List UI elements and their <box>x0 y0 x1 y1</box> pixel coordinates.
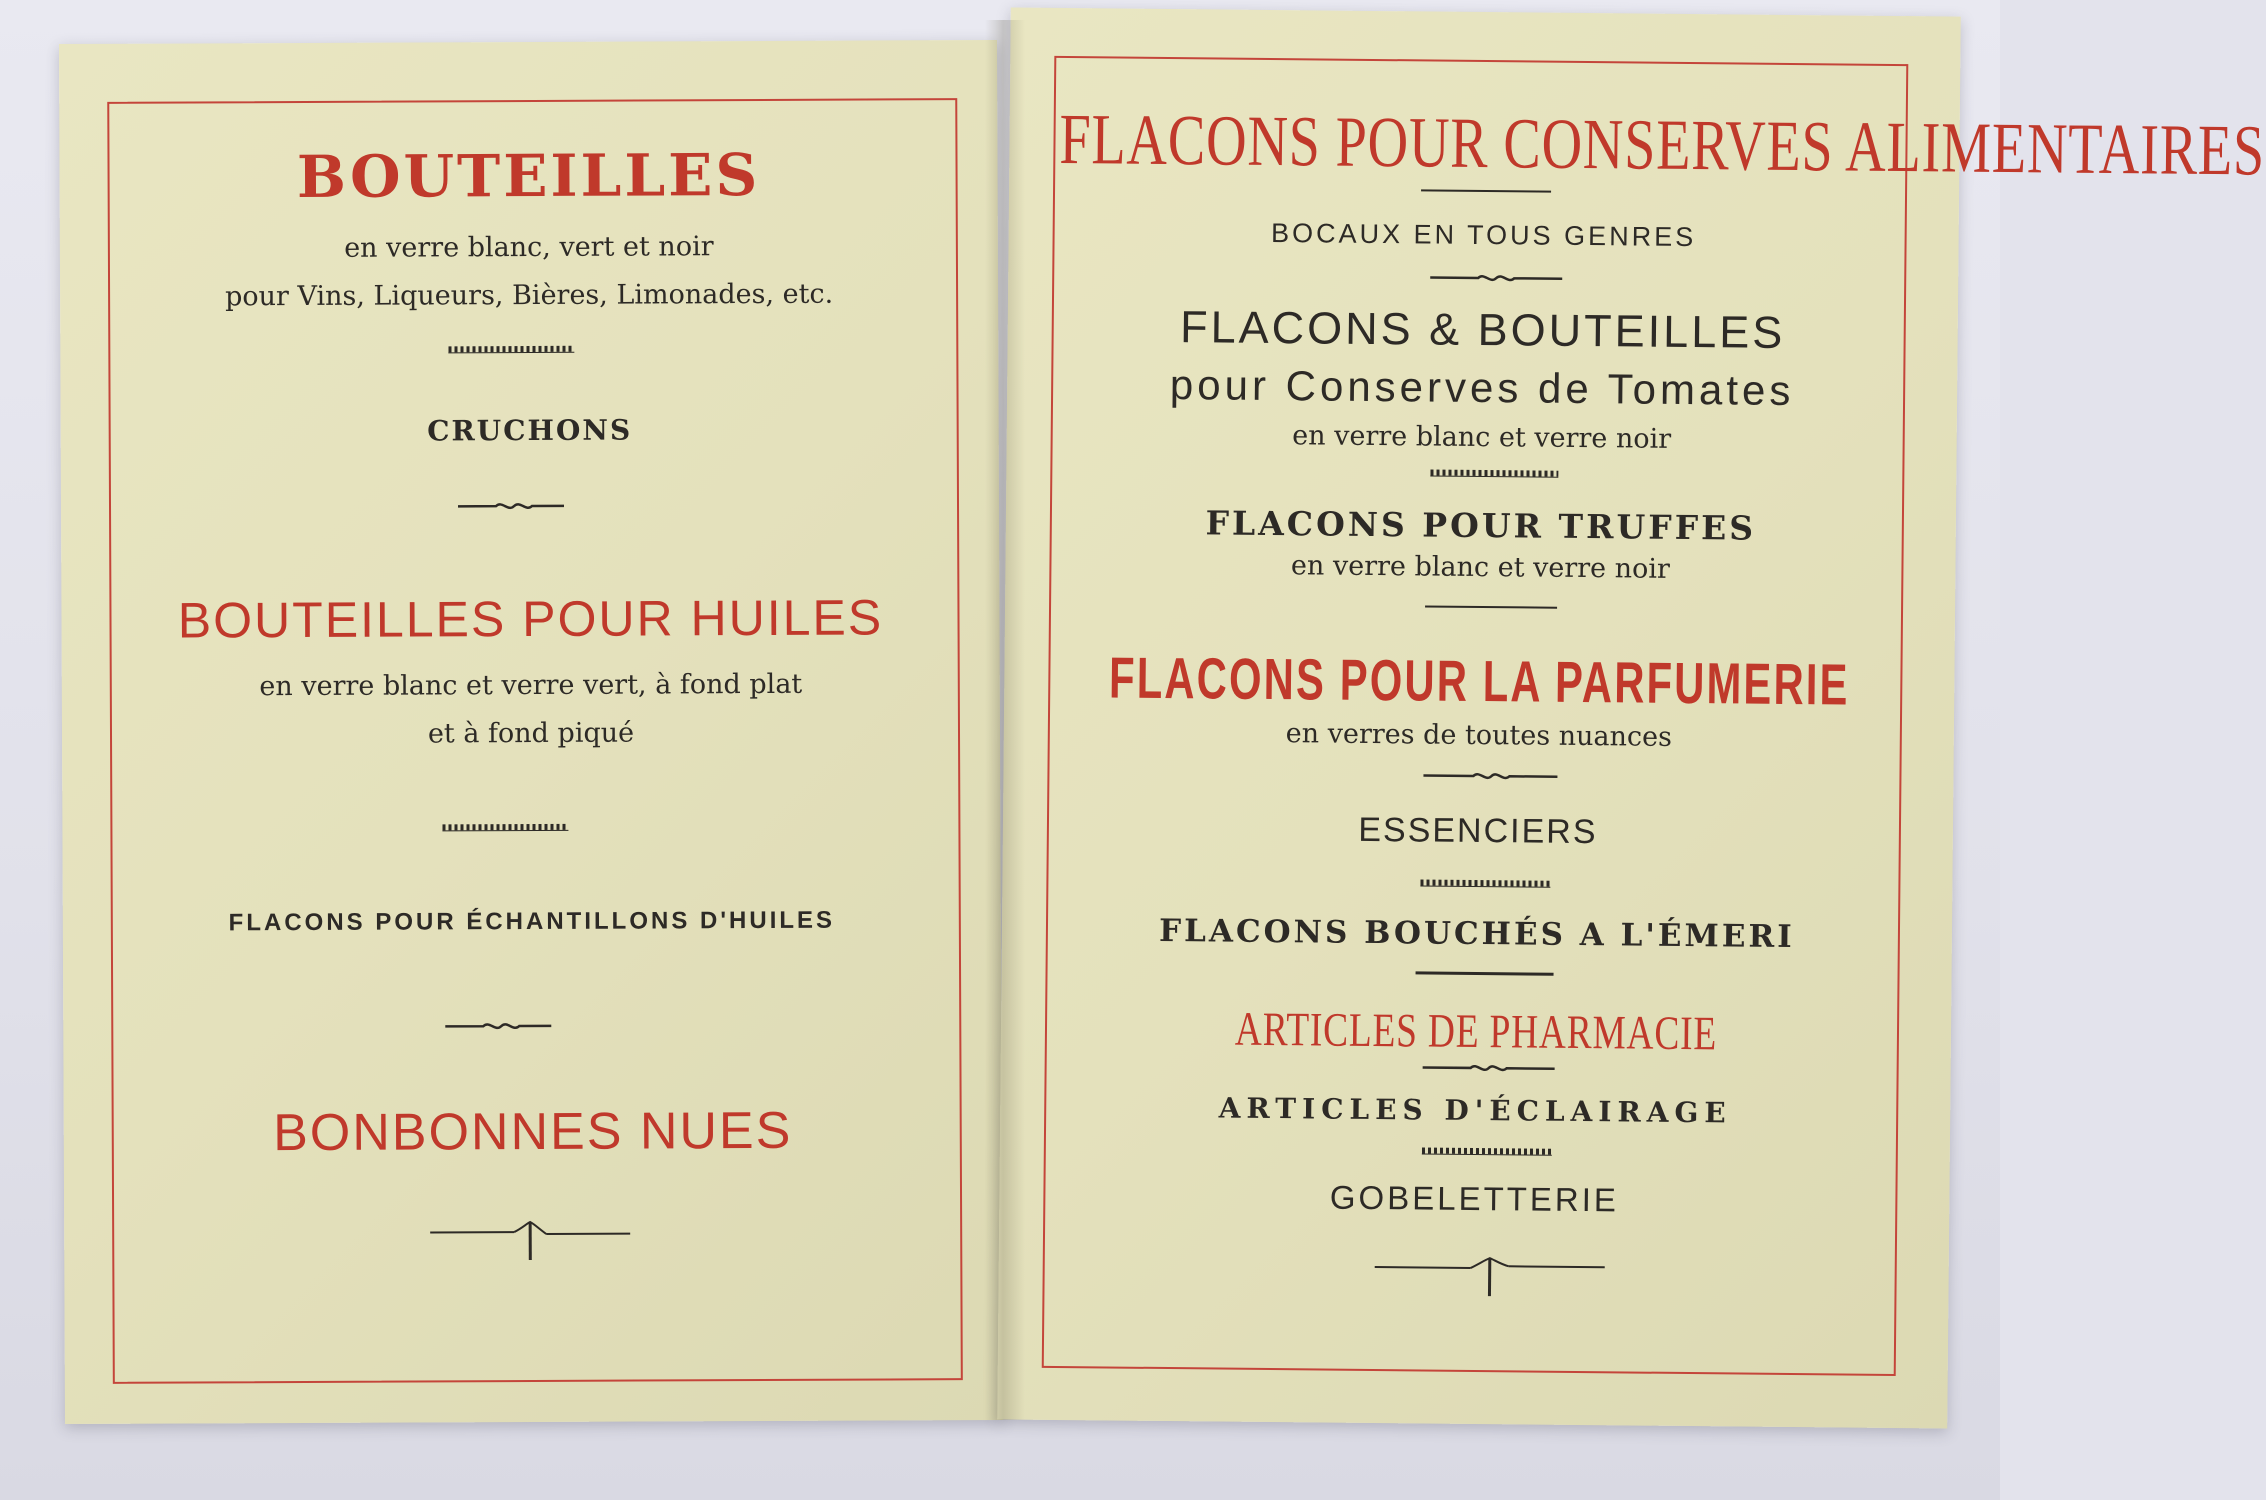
right-item-gobeletterie: GOBELETTERIE <box>1329 1178 1620 1219</box>
left-item-echantillons: FLACONS POUR ÉCHANTILLONS D'HUILES <box>228 906 836 937</box>
right-page <box>997 7 2266 1428</box>
right-title: FLACONS POUR CONSERVES ALIMENTAIRES <box>1059 98 2266 191</box>
ornament-flourish <box>1421 1059 1557 1076</box>
left-huiles-desc-1: en verre blanc et verre vert, à fond plat <box>259 668 803 703</box>
left-item-bonbonnes: BONBONNES NUES <box>273 1101 793 1163</box>
left-page <box>59 40 1003 1424</box>
right-tomates-line: pour Conserves de Tomates <box>1169 361 1795 415</box>
right-parfumerie-desc: en verres de toutes nuances <box>1285 718 1673 753</box>
right-item-essenciers: ESSENCIERS <box>1358 810 1598 852</box>
ornament-divider <box>1422 1147 1552 1155</box>
right-item-eclairage: ARTICLES D'ÉCLAIRAGE <box>1218 1091 1732 1130</box>
left-subtitle-2: pour Vins, Liqueurs, Bières, Limonades, etc. <box>224 278 834 313</box>
ornament-divider <box>448 346 574 354</box>
left-title: BOUTEILLES <box>296 140 761 212</box>
tailpiece-ornament <box>1374 1251 1604 1299</box>
left-item-cruchons: CRUCHONS <box>427 413 633 448</box>
ornament-flourish <box>456 498 566 514</box>
ornament-flourish <box>1428 269 1564 286</box>
left-huiles-desc-2: et à fond piqué <box>427 717 635 750</box>
right-item-flacons-bouteilles: FLACONS & BOUTEILLES <box>1179 301 1786 358</box>
ornament-divider <box>1420 879 1550 887</box>
tailpiece-ornament <box>430 1218 630 1263</box>
right-item-bocaux: BOCAUX EN TOUS GENRES <box>1270 217 1697 253</box>
right-item-emeri: FLACONS BOUCHÉS A L'ÉMERI <box>1158 912 1795 956</box>
right-tomates-desc: en verre blanc et verre noir <box>1292 420 1672 455</box>
right-item-truffes: FLACONS POUR TRUFFES <box>1205 503 1757 548</box>
center-fold <box>985 20 1025 1420</box>
ornament-flourish <box>443 1018 553 1034</box>
ornament-flourish <box>1421 767 1559 784</box>
right-item-parfumerie: FLACONS POUR LA PARFUMERIE <box>1108 645 1850 718</box>
right-item-pharmacie: ARTICLES DE PHARMACIE <box>1234 1002 1718 1061</box>
right-truffes-desc: en verre blanc et verre noir <box>1290 550 1671 585</box>
ornament-divider <box>442 824 568 832</box>
ornament-divider <box>1430 470 1558 478</box>
left-item-huiles: BOUTEILLES POUR HUILES <box>177 589 884 649</box>
left-subtitle-1: en verre blanc, vert et noir <box>344 231 714 264</box>
